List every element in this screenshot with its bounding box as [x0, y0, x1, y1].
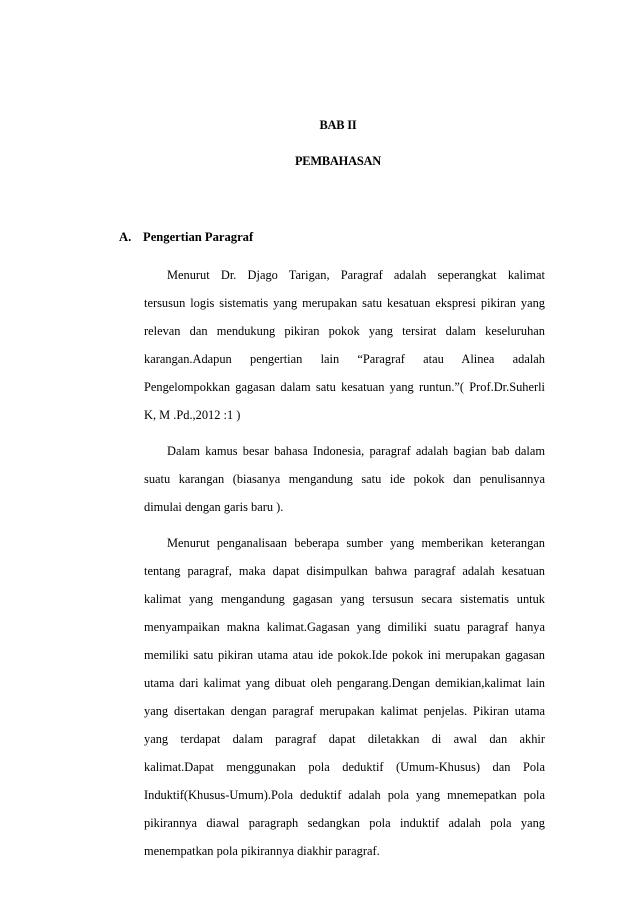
paragraph-2-line-2: suatu karangan (biasanya mengandung satu ide pokok dan penulisannya — [144, 472, 545, 486]
paragraph-3-line-5: memiliki satu pikiran utama atau ide pokok.Ide pokok ini merupakan gagasan — [144, 648, 545, 662]
paragraph-3-line-6: utama dari kalimat yang dibuat oleh pengarang.Dengan demikian,kalimat lain — [144, 676, 545, 690]
chapter-title: PEMBAHASAN — [294, 154, 382, 168]
paragraph-3-line-9: kalimat.Dapat menggunakan pola deduktif (Umum-Khusus) dan Pola — [144, 760, 545, 774]
paragraph-1-line-3: relevan dan mendukung pikiran pokok yang tersirat dalam keseluruhan — [144, 324, 545, 338]
paragraph-3-line-12: menempatkan pola pikirannya diakhir paragraf. — [144, 844, 380, 858]
paragraph-1-line-6: K, M .Pd.,2012 :1 ) — [144, 408, 241, 422]
paragraph-1-line-2: tersusun logis sistematis yang merupakan satu kesatuan ekspresi pikiran yang — [144, 296, 545, 310]
paragraph-1-line-1: Menurut Dr. Djago Tarigan, Paragraf adalah seperangkat kalimat — [167, 268, 545, 282]
paragraph-3-line-8: yang terdapat dalam paragraf dapat diletakkan di awal dan akhir — [144, 732, 545, 746]
section-heading — [119, 230, 253, 245]
paragraph-3-line-4: menyampaikan makna kalimat.Gagasan yang dimiliki suatu paragraf hanya — [144, 620, 545, 634]
paragraph-3-line-7: yang disertakan dengan paragraf merupakan kalimat penjelas. Pikiran utama — [144, 704, 545, 718]
paragraph-3-line-1: Menurut penganalisaan beberapa sumber yang memberikan keterangan — [167, 536, 545, 550]
paragraph-3-line-10: Induktif(Khusus-Umum).Pola deduktif adalah pola yang mnemepatkan pola — [144, 788, 545, 802]
paragraph-3-line-2: tentang paragraf, maka dapat disimpulkan bahwa paragraf adalah kesatuan — [144, 564, 545, 578]
paragraph-3-line-3: kalimat yang mengandung gagasan yang tersusun secara sistematis untuk — [144, 592, 545, 606]
chapter-heading: BAB II — [319, 118, 357, 132]
paragraph-1-line-5: Pengelompokkan gagasan dalam satu kesatuan yang runtun.”( Prof.Dr.Suherli — [144, 380, 545, 394]
paragraph-1-line-4: karangan.Adapun pengertian lain “Paragraf atau Alinea adalah — [144, 352, 545, 366]
paragraph-2-line-1: Dalam kamus besar bahasa Indonesia, paragraf adalah bagian bab dalam — [167, 444, 545, 458]
paragraph-3-line-11: pikirannya diawal paragraph sedangkan pola induktif adalah pola yang — [144, 816, 545, 830]
section-title: Pengertian Paragraf — [143, 230, 254, 244]
paragraph-2-line-3: dimulai dengan garis baru ). — [144, 500, 284, 514]
section-marker: A. — [119, 230, 132, 244]
